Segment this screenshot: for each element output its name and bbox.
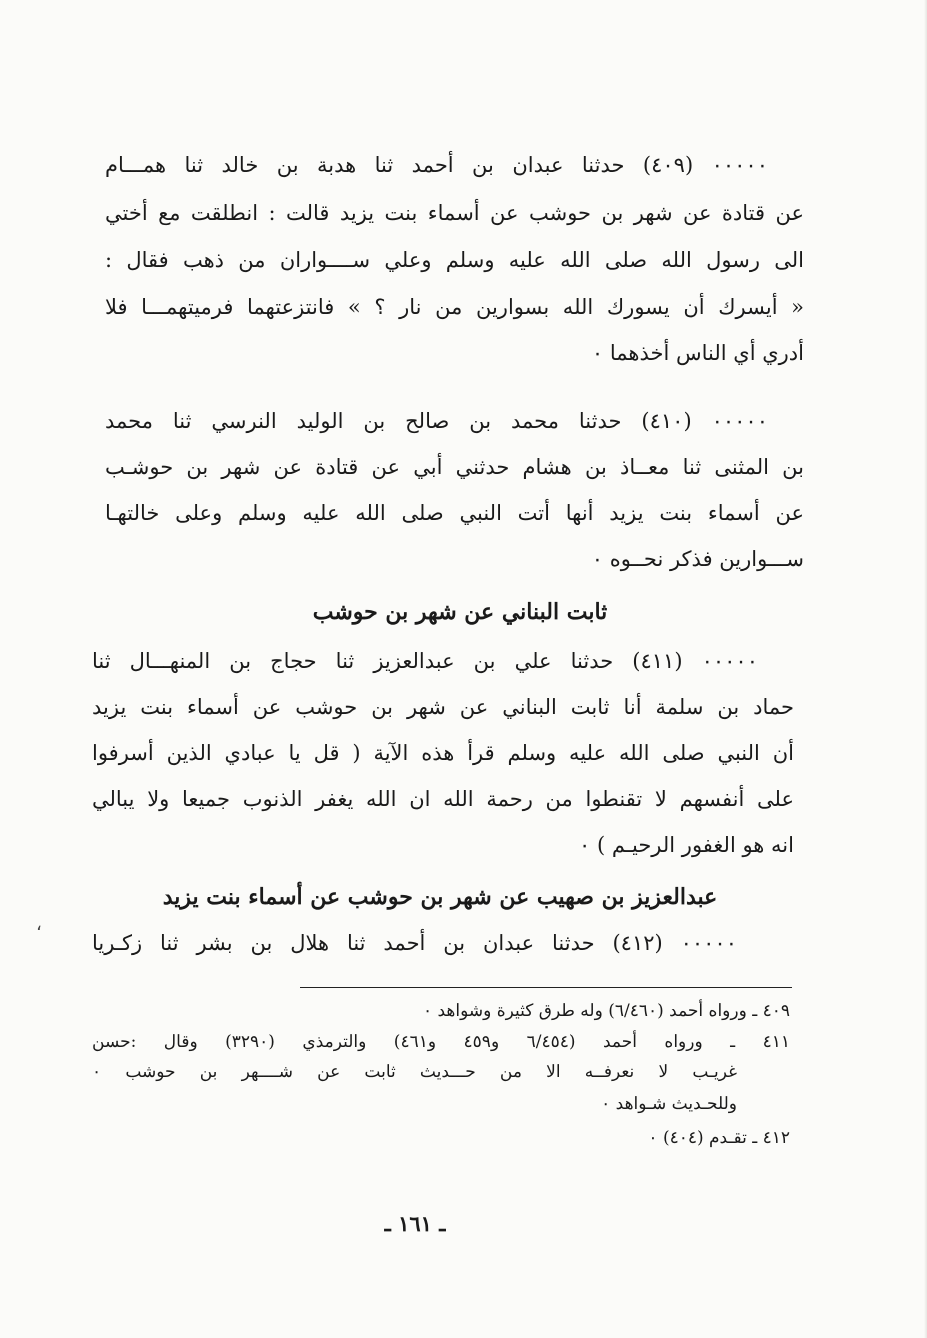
footnote-separator (300, 987, 792, 988)
text-line: على أنفسهم لا تقنطوا من رحمة الله ان الله يغفر الذنوب جميعا ولا يبالي (92, 787, 794, 811)
footnote-line: ٤١٢ ـ تقـدم (٤٠٤) ٠ (648, 1128, 790, 1148)
text-line: أدري أي الناس أخذهما ٠ (591, 341, 804, 365)
text-line: بن المثنى ثنا معــاذ بن هشام حدثني أبي عن قتادة عن شهر بن حوشـب (105, 455, 804, 479)
text-line: عن قتادة عن شهر بن حوشب عن أسماء بنت يزيد قالت : انطلقت مع أختي (105, 201, 804, 225)
text-line: ســـوارين فذكر نحــوه ٠ (591, 547, 804, 571)
text-line: عن أسماء بنت يزيد أنها أتت النبي صلى الله عليه وسلم وعلى خالتهـا (105, 501, 804, 525)
text-line: ٠٠٠٠٠ (٤٠٩) حدثنا عبدان بن أحمد ثنا هدبة بن خالد ثنا همـــام (105, 153, 768, 177)
footnote-line: ٤٠٩ ـ ورواه أحمد (٦/٤٦٠) وله طرق كثيرة وشواهد ٠ (422, 1001, 790, 1021)
footnote-line: غريـب لا نعرفــه الا من حـــديث ثابت عن شــــهر بن حوشب ٠ (92, 1062, 737, 1082)
text-line: انه هو الغفور الرحيـم ) ٠ (579, 833, 794, 857)
text-line: « أيسرك أن يسورك الله بسوارين من نار ؟ » فانتزعتهما فرميتهمـــا فلا (105, 295, 804, 319)
section-heading: عبدالعزيز بن صهيب عن شهر بن حوشب عن أسماء بنت يزيد (162, 884, 718, 910)
footnote-line: وللحـديث شـواهد ٠ (601, 1094, 737, 1114)
text-line: ٠٠٠٠٠ (٤١١) حدثنا علي بن عبدالعزيز ثنا حجاج بن المنهـــال ثنا (92, 649, 758, 673)
text-line: ٠٠٠٠٠ (٤١٠) حدثنا محمد بن صالح بن الوليد النرسي ثنا محمد (105, 409, 768, 433)
section-heading: ثابت البناني عن شهر بن حوشب (312, 599, 608, 625)
text-line: ٠٠٠٠٠ (٤١٢) حدثنا عبدان بن أحمد ثنا هلال بن بشر ثنا زكـريا (92, 931, 737, 955)
text-line: الى رسول الله صلى الله عليه وسلم وعلي ســــواران من ذهب فقال : (105, 248, 804, 272)
page-number: ـ ١٦١ ـ (384, 1211, 446, 1236)
text-line: أن النبي صلى الله عليه وسلم قرأ هذه الآية ( قل يا عبادي الذين أسرفوا (92, 741, 794, 765)
footnote-line: ٤١١ ـ ورواه أحمد (٦/٤٥٤ و٤٥٩ و٤٦١) والترمذي (٣٢٩٠) وقال :حسن (92, 1032, 790, 1052)
margin-mark: ، (36, 914, 42, 935)
text-line: حماد بن سلمة أنا ثابت البناني عن شهر بن حوشب عن أسماء بنت يزيد (92, 695, 794, 719)
